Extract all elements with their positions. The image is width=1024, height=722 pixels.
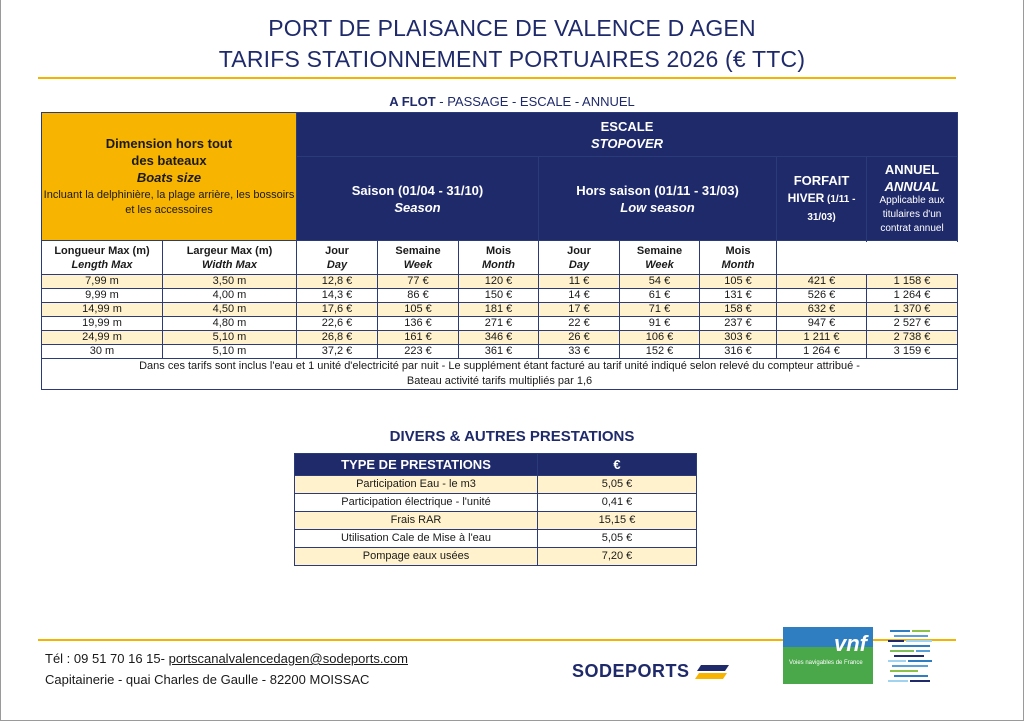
col-width-label: Largeur Max (m) [186,244,273,257]
dimension-title-1: Dimension hors tout [105,136,233,151]
cell-low-day: 14 € [539,289,620,303]
col-width-header [163,241,297,275]
vnf-logo [783,627,873,684]
footer-email-link[interactable]: portscanalvalencedagen@sodeports.com [168,651,408,666]
cell-season-day: 26,8 € [297,331,378,345]
cell-season-month: 150 € [459,289,539,303]
service-price: 0,41 € [538,494,697,512]
cell-low-month: 131 € [700,289,777,303]
cell-annuel: 2 738 € [867,331,958,345]
cell-season-day: 17,6 € [297,303,378,317]
cell-low-month: 237 € [700,317,777,331]
col-low-month-label: Mois [725,244,751,257]
cell-low-week: 91 € [620,317,700,331]
sodeports-mark-icon [695,665,729,679]
cell-annuel: 1 158 € [867,275,958,289]
col-low-week-header [620,241,700,275]
forfait-label: FORFAIT [793,172,850,188]
annuel-description: Applicable aux titulaires d'un contrat annuel [879,195,945,234]
waves-logo-icon [888,628,934,686]
table-row [42,331,958,345]
table-row [42,275,958,289]
cell-low-week: 54 € [620,275,700,289]
cell-low-week: 61 € [620,289,700,303]
cell-season-week: 77 € [378,275,459,289]
cell-width: 4,50 m [163,303,297,317]
cell-forfait: 632 € [777,303,867,317]
dimension-description: Incluant la delphinière, la plage arrière, les bossoirs et les accessoires [43,189,295,216]
cell-season-day: 22,6 € [297,317,378,331]
season-label: Saison (01/04 - 31/10) [351,183,484,198]
dimension-title-en: Boats size [136,170,202,185]
cell-low-month: 303 € [700,331,777,345]
table-note [42,359,958,390]
service-label: Participation électrique - l'unité [295,494,538,512]
cell-low-week: 106 € [620,331,700,345]
col-week-label: Semaine [395,244,441,257]
list-item [295,512,697,530]
cell-width: 4,80 m [163,317,297,331]
col-low-day-label-en: Day [568,258,590,271]
cell-low-day: 22 € [539,317,620,331]
cell-low-month: 158 € [700,303,777,317]
cell-season-week: 105 € [378,303,459,317]
sodeports-logo [572,661,729,682]
cell-annuel: 1 264 € [867,289,958,303]
col-low-month-header [700,241,777,275]
cell-season-month: 361 € [459,345,539,359]
service-label: Utilisation Cale de Mise à l'eau [295,530,538,548]
service-price: 5,05 € [538,476,697,494]
col-month-label: Mois [485,244,512,257]
cell-length: 30 m [42,345,163,359]
cell-annuel: 2 527 € [867,317,958,331]
services-table [294,453,697,566]
vnf-wordmark: vnf [834,631,867,656]
service-price: 5,05 € [538,530,697,548]
cell-season-month: 120 € [459,275,539,289]
service-label: Pompage eaux usées [295,548,538,566]
vnf-subtitle: Voies navigables de France [789,660,863,666]
cell-season-month: 271 € [459,317,539,331]
aflot-label: A FLOT [389,94,436,109]
dimension-header [42,113,297,241]
cell-forfait: 421 € [777,275,867,289]
season-header [297,157,539,241]
cell-length: 9,99 m [42,289,163,303]
services-col-price: € [538,454,697,476]
page-subtitle: TARIFS STATIONNEMENT PORTUAIRES 2026 (€ TTC) [218,46,806,72]
cell-season-day: 14,3 € [297,289,378,303]
low-season-label-en: Low season [620,200,695,215]
cell-annuel: 3 159 € [867,345,958,359]
title-divider [38,77,956,79]
service-label: Participation Eau - le m3 [295,476,538,494]
note-line-1: Dans ces tarifs sont inclus l'eau et 1 unité d'electricité par nuit - Le supplément étant facturé au tarif unité indiqué selon relevé du compteur attribué - [139,360,860,372]
cell-season-week: 136 € [378,317,459,331]
cell-forfait: 1 264 € [777,345,867,359]
service-price: 7,20 € [538,548,697,566]
cell-season-day: 37,2 € [297,345,378,359]
section-label [0,94,1024,109]
cell-low-day: 11 € [539,275,620,289]
cell-low-week: 71 € [620,303,700,317]
col-day-label: Jour [325,244,349,257]
cell-low-day: 17 € [539,303,620,317]
footer-address: Capitainerie - quai Charles de Gaulle - 82200 MOISSAC [45,672,370,687]
forfait-hiver: HIVER [787,190,825,205]
cell-low-week: 152 € [620,345,700,359]
service-label: Frais RAR [295,512,538,530]
dimension-title-2: des bateaux [131,153,207,168]
list-item [295,476,697,494]
col-day-label-en: Day [326,258,348,271]
col-low-week-label: Semaine [636,244,683,257]
col-length-label: Longueur Max (m) [54,244,150,257]
footer-contact [45,648,408,690]
col-month-label-en: Month [482,258,515,271]
col-season-day-header [297,241,378,275]
table-row [42,317,958,331]
low-season-label: Hors saison (01/11 - 31/03) [576,183,739,198]
annuel-header [867,157,958,241]
tariff-table [41,112,958,390]
cell-width: 4,00 m [163,289,297,303]
list-item [295,548,697,566]
stopover-label: STOPOVER [591,136,664,151]
service-price: 15,15 € [538,512,697,530]
cell-season-day: 12,8 € [297,275,378,289]
forfait-header [777,157,867,241]
cell-width: 3,50 m [163,275,297,289]
col-length-header [42,241,163,275]
list-item [295,494,697,512]
cell-season-month: 181 € [459,303,539,317]
escale-header [297,113,958,157]
cell-forfait: 1 211 € [777,331,867,345]
cell-forfait: 947 € [777,317,867,331]
note-line-2: Bateau activité tarifs multipliés par 1,6 [406,375,593,387]
table-note-row [42,359,958,390]
season-label-en: Season [394,200,441,215]
cell-low-day: 26 € [539,331,620,345]
col-length-label-en: Length Max [71,258,133,271]
aflot-rest: - PASSAGE - ESCALE - ANNUEL [435,94,635,109]
services-header-row [295,454,697,476]
cell-season-week: 86 € [378,289,459,303]
col-low-week-label-en: Week [645,258,674,271]
cell-low-month: 316 € [700,345,777,359]
cell-season-month: 346 € [459,331,539,345]
sodeports-wordmark: SODEPORTS [572,661,690,681]
annual-label: ANNUAL [884,179,940,194]
col-width-label-en: Width Max [202,258,257,271]
cell-low-day: 33 € [539,345,620,359]
cell-season-week: 161 € [378,331,459,345]
services-col-type: TYPE DE PRESTATIONS [295,454,538,476]
cell-forfait: 526 € [777,289,867,303]
cell-annuel: 1 370 € [867,303,958,317]
list-item [295,530,697,548]
cell-low-month: 105 € [700,275,777,289]
low-season-header [539,157,777,241]
forfait-dates: (1/11 - 31/03) [807,193,856,223]
cell-season-week: 223 € [378,345,459,359]
table-row [42,289,958,303]
cell-width: 5,10 m [163,345,297,359]
table-row [42,345,958,359]
cell-length: 14,99 m [42,303,163,317]
escale-label: ESCALE [600,119,654,134]
col-low-day-header [539,241,620,275]
col-season-month-header [459,241,539,275]
services-title: DIVERS & AUTRES PRESTATIONS [389,428,635,445]
footer-phone: Tél : 09 51 70 16 15- [45,651,169,666]
table-row [42,303,958,317]
cell-length: 7,99 m [42,275,163,289]
annuel-label: ANNUEL [884,162,940,177]
col-low-month-label-en: Month [721,258,755,271]
col-low-day-label: Jour [567,244,591,257]
cell-width: 5,10 m [163,331,297,345]
page-title: PORT DE PLAISANCE DE VALENCE D AGEN [268,15,756,41]
col-season-week-header [378,241,459,275]
col-week-label-en: Week [403,258,433,271]
cell-length: 19,99 m [42,317,163,331]
cell-length: 24,99 m [42,331,163,345]
